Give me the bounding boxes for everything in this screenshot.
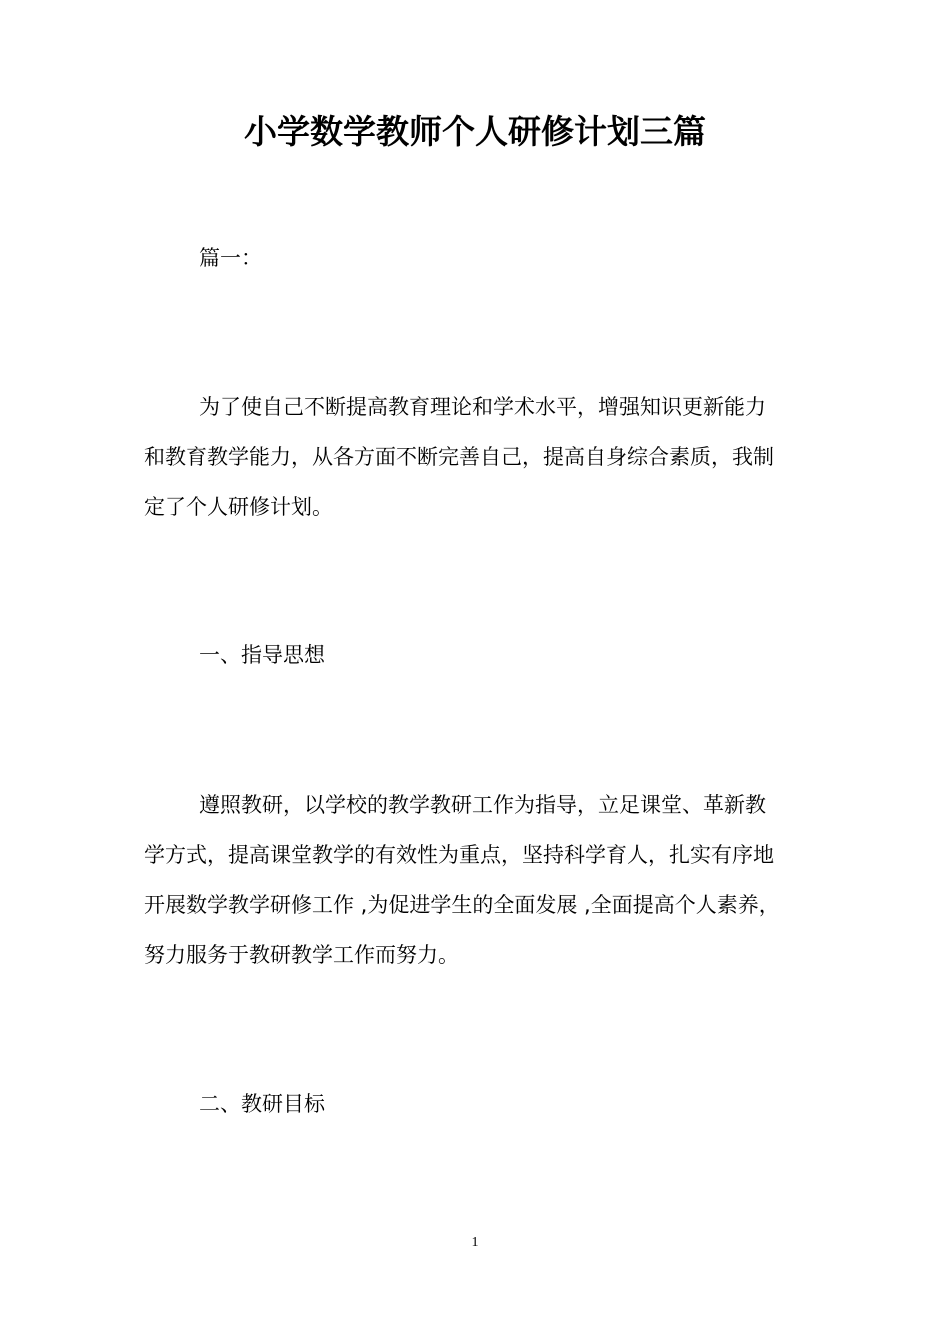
- paragraph-line: 遵照教研，以学校的教学教研工作为指导，立足课堂、革新教: [199, 793, 766, 817]
- paragraph-line: 努力服务于教研教学工作而努力。: [144, 943, 459, 967]
- heading-research-goals: 二、教研目标: [199, 1092, 325, 1116]
- document-title: 小学数学教师个人研修计划三篇: [244, 112, 706, 151]
- guiding-paragraph: [144, 780, 808, 980]
- intro-paragraph: [144, 382, 808, 532]
- paragraph-line: 为了使自己不断提高教育理论和学术水平，增强知识更新能力: [199, 395, 766, 419]
- paragraph-line: 定了个人研修计划。: [144, 495, 333, 519]
- paragraph-line: 开展数学教学研修工作 ,为促进学生的全面发展 ,全面提高个人素养，: [144, 893, 780, 917]
- paragraph-line: 和教育教学能力，从各方面不断完善自己，提高自身综合素质，我制: [144, 445, 774, 469]
- paragraph-line: 学方式，提高课堂教学的有效性为重点，坚持科学育人，扎实有序地: [144, 843, 774, 867]
- heading-guiding-ideology: 一、指导思想: [199, 643, 325, 667]
- section-label: 篇一：: [199, 246, 262, 270]
- page-number: 1: [471, 1235, 479, 1250]
